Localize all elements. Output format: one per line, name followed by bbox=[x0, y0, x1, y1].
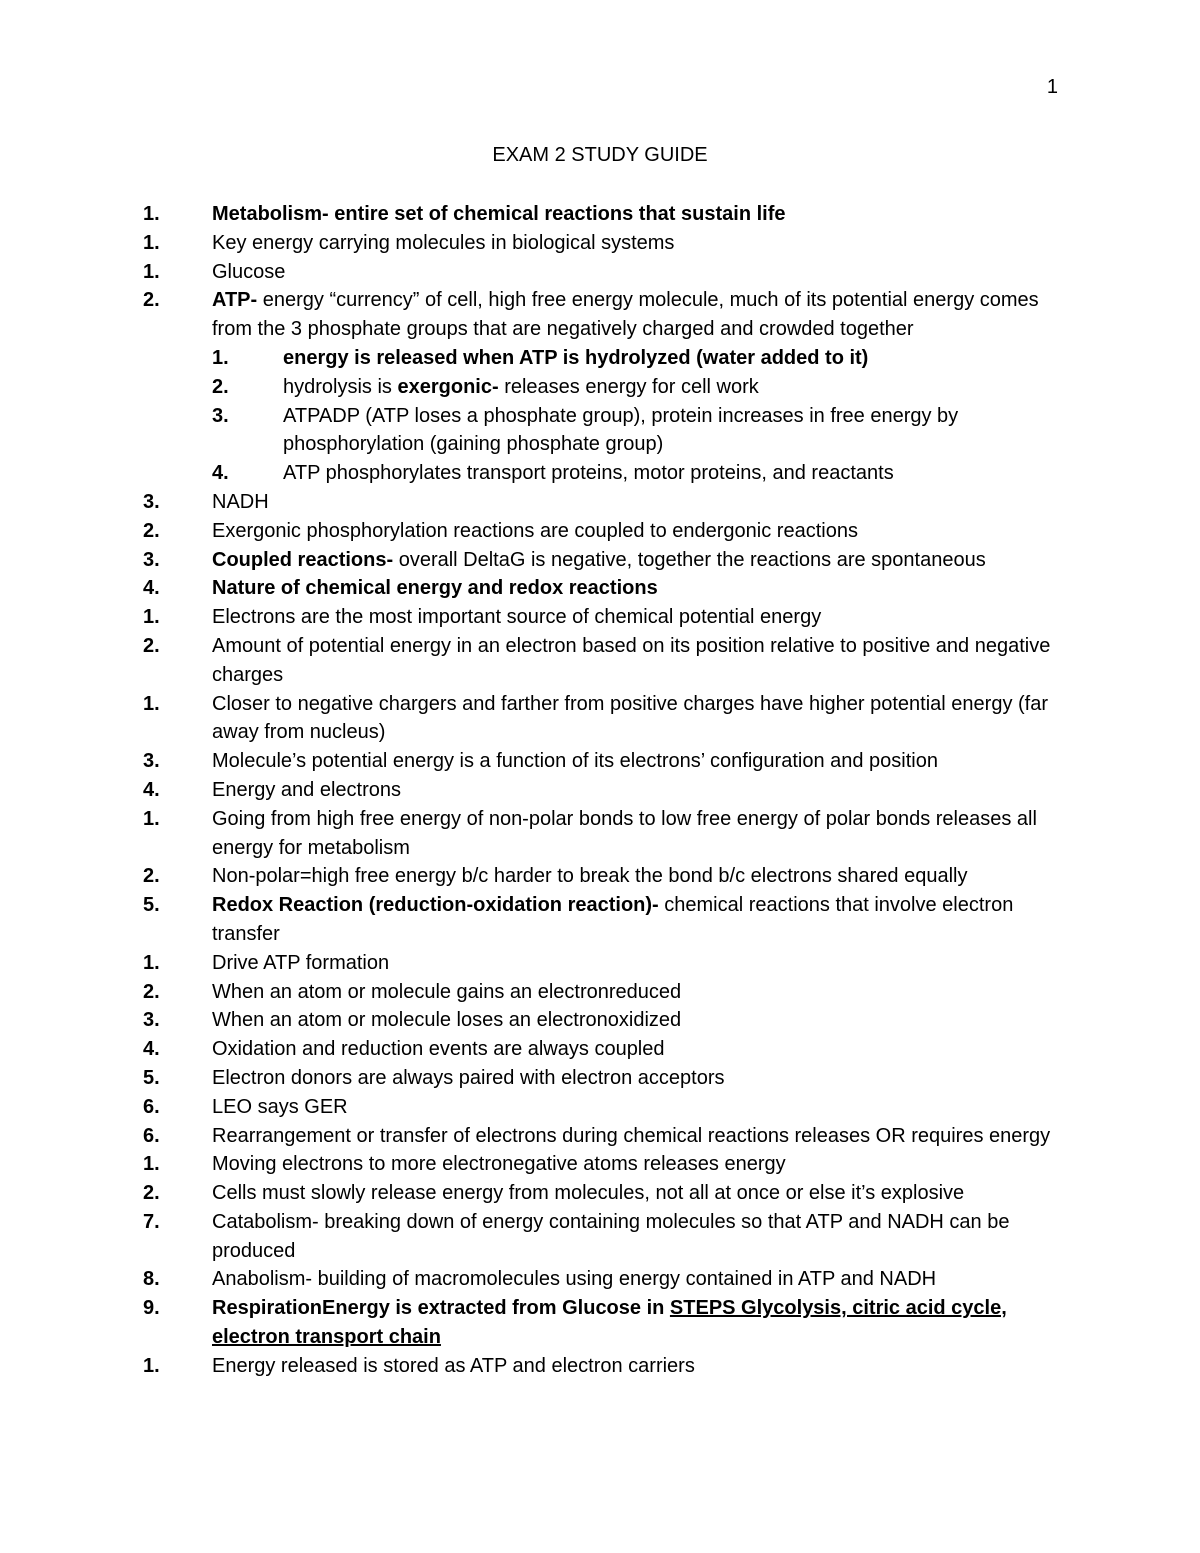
outline-item-number: 1. bbox=[143, 1153, 160, 1176]
outline-item-number: 3. bbox=[212, 404, 229, 427]
outline-item bbox=[143, 373, 1063, 402]
outline-item-text bbox=[212, 1208, 1063, 1266]
page-title: EXAM 2 STUDY GUIDE bbox=[492, 144, 708, 166]
outline-item bbox=[143, 546, 1063, 575]
outline-item-text-run: Going from high free energy of non-polar bonds to low free energy of polar bonds releases all energy for metabolism bbox=[212, 807, 1037, 859]
outline-item-text-run: RespirationEnergy is extracted from Glucose in bbox=[212, 1297, 670, 1320]
outline-item bbox=[143, 488, 1063, 517]
outline-item-text-run: ATPADP (ATP loses a phosphate group), protein increases in free energy by phosphorylation (gaining phosphate group) bbox=[283, 404, 959, 456]
outline-item-text-run: Electron donors are always paired with electron acceptors bbox=[212, 1066, 725, 1089]
outline-item-text bbox=[212, 1064, 1063, 1093]
outline-item-text bbox=[212, 1093, 1063, 1122]
outline-item bbox=[143, 1208, 1063, 1266]
outline-item-text bbox=[212, 690, 1063, 748]
outline-item-number: 1. bbox=[143, 807, 160, 830]
outline-item-number: 3. bbox=[143, 490, 160, 513]
outline-item-text-run: hydrolysis is bbox=[283, 375, 398, 398]
outline-item-text-run: ATP- bbox=[212, 289, 258, 312]
outline-item-number: 4. bbox=[143, 577, 160, 600]
outline-item-number: 2. bbox=[212, 375, 229, 398]
outline-item bbox=[143, 1150, 1063, 1179]
outline-item-text-run: Oxidation and reduction events are always coupled bbox=[212, 1038, 665, 1061]
outline-item-text bbox=[283, 344, 1063, 373]
outline-item-text bbox=[212, 1265, 1063, 1294]
outline-item bbox=[143, 574, 1063, 603]
outline-item-text-run: exergonic- bbox=[397, 375, 499, 398]
outline-item bbox=[143, 1122, 1063, 1151]
outline-item-text bbox=[212, 1035, 1063, 1064]
outline-item-text bbox=[212, 229, 1063, 258]
outline-item-number: 1. bbox=[143, 203, 160, 225]
outline-item-text-run: chemical reactions that involve electron transfer bbox=[212, 894, 1014, 945]
outline-item bbox=[143, 603, 1063, 632]
outline-item-number: 5. bbox=[143, 894, 160, 917]
outline-item-text-run: When an atom or molecule gains an electronreduced bbox=[212, 980, 682, 1003]
outline-item-text-run: Anabolism- building of macromolecules using energy contained in ATP and NADH bbox=[212, 1268, 937, 1291]
outline-item-text bbox=[212, 200, 1063, 229]
outline-item-text bbox=[283, 402, 1063, 460]
outline-item-number: 3. bbox=[143, 548, 160, 571]
outline-item-text-run: Coupled reactions- bbox=[212, 548, 394, 571]
outline-item-text-run: Redox Reaction (reduction-oxidation reaction)- bbox=[212, 894, 659, 917]
outline-item-number: 4. bbox=[212, 462, 229, 485]
outline-item-number: 4. bbox=[143, 778, 160, 801]
outline-item-number: 6. bbox=[143, 1124, 160, 1147]
outline-item bbox=[143, 517, 1063, 546]
outline-item bbox=[143, 747, 1063, 776]
outline-item-text bbox=[212, 286, 1063, 344]
outline-item-text-run: Cells must slowly release energy from molecules, not all at once or else it’s explosive bbox=[212, 1182, 965, 1205]
outline-item bbox=[143, 459, 1063, 488]
outline-item-text bbox=[212, 949, 1063, 978]
outline-item bbox=[143, 1294, 1063, 1352]
outline-item-text bbox=[283, 373, 1063, 402]
outline-item-text-run: releases energy for cell work bbox=[498, 375, 759, 398]
outline-item bbox=[143, 229, 1063, 258]
outline-item bbox=[143, 1035, 1063, 1064]
outline-item bbox=[143, 891, 1063, 949]
outline-item-number: 1. bbox=[143, 606, 160, 629]
outline-item-text-run: energy is released when ATP is hydrolyzed (water added to it) bbox=[283, 346, 869, 369]
outline-item-text-run: Energy and electrons bbox=[212, 778, 402, 801]
outline-item-text bbox=[212, 1150, 1063, 1179]
outline-item bbox=[143, 1265, 1063, 1294]
outline-item-text-run: Drive ATP formation bbox=[212, 951, 390, 974]
outline-item-number: 8. bbox=[143, 1268, 160, 1291]
outline-item-number: 1. bbox=[143, 1354, 160, 1377]
outline-item-text bbox=[212, 978, 1063, 1007]
outline-item bbox=[143, 344, 1063, 373]
outline-item-text-run: Moving electrons to more electronegative atoms releases energy bbox=[212, 1153, 786, 1176]
page-number: 1 bbox=[1046, 76, 1058, 98]
outline-item-number: 5. bbox=[143, 1066, 160, 1089]
outline-item bbox=[143, 776, 1063, 805]
outline-item-text bbox=[212, 776, 1063, 805]
outline-item-text-run: Electrons are the most important source of chemical potential energy bbox=[212, 606, 822, 629]
outline-item bbox=[143, 862, 1063, 891]
outline-item-text bbox=[212, 1122, 1063, 1151]
outline-item-text-run: Glucose bbox=[212, 260, 286, 283]
outline-item bbox=[143, 1179, 1063, 1208]
outline-item-number: 1. bbox=[143, 260, 160, 283]
outline-item-text-run: Amount of potential energy in an electron based on its position relative to positive and negative charges bbox=[212, 634, 1051, 686]
outline-item-number: 1. bbox=[143, 692, 160, 715]
outline-item-text-run: STEPS Glycolysis, citric acid cycle, electron transport chain bbox=[212, 1297, 1007, 1349]
outline-item-number: 2. bbox=[143, 1182, 160, 1205]
outline-item-number: 9. bbox=[143, 1297, 160, 1320]
outline-item-text-run: Catabolism- breaking down of energy containing molecules so that ATP and NADH can be produced bbox=[212, 1210, 1010, 1262]
outline-item-text bbox=[212, 805, 1063, 863]
outline-item-text-run: Key energy carrying molecules in biological systems bbox=[212, 231, 675, 254]
outline-item-text-run: When an atom or molecule loses an electronoxidized bbox=[212, 1009, 682, 1032]
outline-item-text bbox=[212, 1179, 1063, 1208]
study-outline bbox=[143, 200, 1063, 1381]
outline-item bbox=[143, 258, 1063, 287]
outline-item-number: 2. bbox=[143, 519, 160, 542]
outline-item-text-run: Non-polar=high free energy b/c harder to break the bond b/c electrons shared equally bbox=[212, 865, 968, 888]
outline-item-number: 2. bbox=[143, 865, 160, 888]
outline-item-number: 2. bbox=[143, 289, 160, 312]
outline-item-text bbox=[212, 747, 1063, 776]
outline-item-text-run: Exergonic phosphorylation reactions are coupled to endergonic reactions bbox=[212, 519, 858, 542]
outline-item-text-run: Molecule’s potential energy is a function of its electrons’ configuration and position bbox=[212, 750, 938, 773]
outline-item-text-run: ATP phosphorylates transport proteins, motor proteins, and reactants bbox=[283, 462, 894, 485]
outline-item-text bbox=[212, 603, 1063, 632]
outline-item-number: 6. bbox=[143, 1095, 160, 1118]
outline-item-text-run: NADH bbox=[212, 490, 269, 513]
outline-item-number: 1. bbox=[212, 346, 229, 369]
outline-item-number: 4. bbox=[143, 1038, 160, 1061]
outline-item bbox=[143, 805, 1063, 863]
outline-item-text-run: energy “currency” of cell, high free energy molecule, much of its potential energy comes from the 3 phosphate groups that are negatively charged and crowded together bbox=[212, 289, 1039, 341]
outline-item bbox=[143, 1093, 1063, 1122]
outline-item bbox=[143, 200, 1063, 229]
outline-item-text bbox=[283, 459, 1063, 488]
outline-item-text bbox=[212, 1294, 1063, 1352]
outline-item-text-run: overall DeltaG is negative, together the reactions are spontaneous bbox=[393, 548, 986, 571]
outline-item-text bbox=[212, 258, 1063, 287]
outline-item-number: 3. bbox=[143, 1009, 160, 1032]
outline-item bbox=[143, 690, 1063, 748]
outline-item-text bbox=[212, 862, 1063, 891]
outline-item-number: 1. bbox=[143, 231, 160, 254]
outline-item-text-run: Metabolism- entire set of chemical reactions that sustain life bbox=[212, 203, 786, 225]
outline-item bbox=[143, 949, 1063, 978]
outline-item-text bbox=[212, 517, 1063, 546]
outline-item-text bbox=[212, 1006, 1063, 1035]
outline-item-text bbox=[212, 891, 1063, 949]
outline-item bbox=[143, 1352, 1063, 1381]
outline-item-number: 1. bbox=[143, 951, 160, 974]
outline-item-text-run: LEO says GER bbox=[212, 1095, 348, 1118]
outline-item-number: 2. bbox=[143, 634, 160, 657]
outline-item bbox=[143, 978, 1063, 1007]
outline-item-text-run: Rearrangement or transfer of electrons during chemical reactions releases OR requires energy bbox=[212, 1124, 1051, 1147]
outline-item-number: 7. bbox=[143, 1210, 160, 1233]
outline-item-text bbox=[212, 488, 1063, 517]
outline-item-text bbox=[212, 574, 1063, 603]
outline-item bbox=[143, 286, 1063, 344]
outline-item bbox=[143, 1006, 1063, 1035]
outline-item-text bbox=[212, 1352, 1063, 1381]
outline-item-text bbox=[212, 546, 1063, 575]
outline-item-text-run: Closer to negative chargers and farther from positive charges have higher potential energy (far away from nucleus) bbox=[212, 692, 1049, 744]
outline-item-text-run: Energy released is stored as ATP and electron carriers bbox=[212, 1354, 695, 1377]
outline-item-text-run: Nature of chemical energy and redox reactions bbox=[212, 577, 658, 600]
outline-item-text bbox=[212, 632, 1063, 690]
outline-item bbox=[143, 632, 1063, 690]
outline-item bbox=[143, 402, 1063, 460]
outline-item-number: 3. bbox=[143, 750, 160, 773]
outline-item bbox=[143, 1064, 1063, 1093]
outline-item-number: 2. bbox=[143, 980, 160, 1003]
